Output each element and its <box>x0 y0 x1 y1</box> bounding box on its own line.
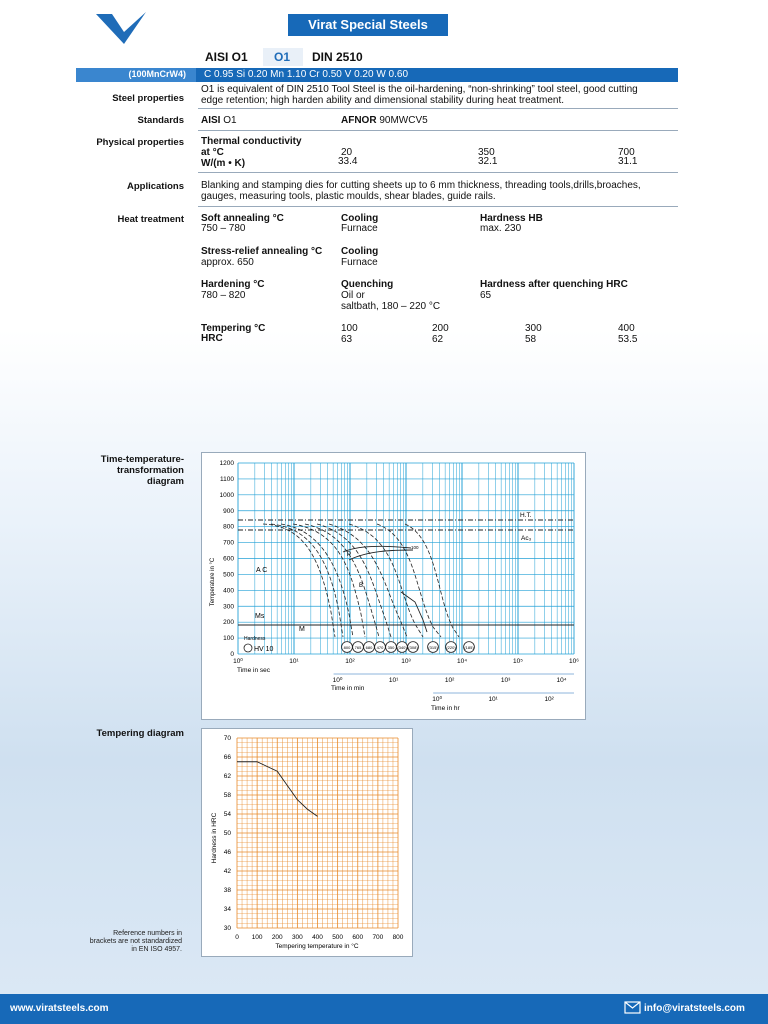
ttt-sec-tick: 10⁰ <box>233 658 243 665</box>
value-20: 33.4 <box>338 156 358 167</box>
tempering-ylabel: Hardness in HRC <box>211 812 218 864</box>
ttt-min-tick: 10¹ <box>388 677 399 684</box>
cooling-value: Furnace <box>341 223 378 234</box>
hardness-hb-head: Hardness HB <box>480 213 543 224</box>
ttt-hr-tick: 10² <box>544 696 554 703</box>
ttt-ytick-label: 100 <box>223 635 234 643</box>
grade-code: (100MnCrW4) <box>128 69 186 79</box>
ttt-sec-tick: 10¹ <box>289 658 299 665</box>
ms-label: Ms <box>255 613 265 620</box>
ttt-hardness-value: 470 <box>376 645 384 650</box>
ttt-sec-tick: 10⁶ <box>569 658 579 665</box>
value-350: 32.1 <box>478 156 498 167</box>
temp-xtick-label: 500 <box>332 934 344 941</box>
ttt-hardness-value: (308) <box>408 645 418 650</box>
hardness-quench-head: Hardness after quenching HRC <box>480 279 628 290</box>
heat-treatment-label: Heat treatment <box>117 214 184 225</box>
footnote-1: Reference numbers in <box>113 930 182 937</box>
hrc-63: 63 <box>341 334 353 345</box>
afnor-label: AFNOR <box>341 115 377 126</box>
ttt-hr-tick: 10¹ <box>488 696 498 703</box>
ttt-label-1: Time-temperature- <box>100 454 184 465</box>
sec-axis-label: Time in sec <box>237 667 270 674</box>
ttt-ytick-label: 200 <box>223 619 234 627</box>
ttt-ytick-label: 900 <box>223 507 234 515</box>
soft-annealing-value: 750 – 780 <box>201 223 246 234</box>
ttt-label-2: transformation <box>116 465 184 476</box>
footer-bar <box>0 994 768 1024</box>
hardening-head: Hardening °C <box>201 279 265 290</box>
aisi-label: AISI <box>201 115 221 126</box>
temp-ytick-label: 34 <box>223 906 231 913</box>
physical-label: Physical properties <box>96 137 184 148</box>
aisi-value: O1 <box>223 115 237 126</box>
ttt-ytick-label: 700 <box>223 539 234 547</box>
standards-label: Standards <box>137 115 184 126</box>
ttt-ytick-label: 1000 <box>219 491 234 499</box>
stress-relief-head: Stress-relief annealing °C <box>201 246 323 257</box>
m-label: M <box>299 626 305 633</box>
temp-xtick-label: 800 <box>392 934 404 941</box>
quenching-value1: Oil or <box>341 290 365 301</box>
temp-ytick-label: 62 <box>223 773 231 780</box>
virat-logo <box>94 10 152 46</box>
ttt-min-tick: 10² <box>444 677 455 684</box>
ttt-ytick-label: 1100 <box>220 475 234 483</box>
ttt-hardness-value: (185) <box>464 645 474 650</box>
temp-ytick-label: 66 <box>223 754 231 761</box>
min-axis-label: Time in min <box>331 685 365 692</box>
cooling2-head: Cooling <box>341 246 379 257</box>
hrc-head: HRC <box>201 333 223 344</box>
quenching-head: Quenching <box>341 279 394 290</box>
ttt-ytick-label: 600 <box>223 555 234 563</box>
hv-label: HV 10 <box>254 646 274 653</box>
ttt-chart <box>201 452 585 720</box>
ac3-label: Ac₃ <box>521 535 532 542</box>
temper-300: 300 <box>525 323 542 334</box>
temp-350: 350 <box>478 147 495 158</box>
ttt-hardness-value: 800 <box>343 645 351 650</box>
steel-properties-label: Steel properties <box>112 93 184 104</box>
afnor-value: 90MWCV5 <box>379 115 428 126</box>
temp-xtick-label: 400 <box>312 934 323 941</box>
ac-label: A C <box>256 567 268 574</box>
temp-20: 20 <box>341 147 353 158</box>
ttt-ytick-label: 0 <box>230 651 234 658</box>
temper-200: 200 <box>432 323 449 334</box>
steel-properties-line2: edge retention; high harden ability and dimensional stability during heat treatment. <box>201 95 565 106</box>
hr-axis-label: Time in hr <box>431 705 460 712</box>
ttt-hr-tick: 10⁰ <box>432 696 443 703</box>
ttt-hardness-value: 680 <box>365 645 373 650</box>
applications-line1: Blanking and stamping dies for cutting sheets up to 6 mm thickness, threading tools,drills,broaches, <box>201 180 641 191</box>
quenching-value2: saltbath, 180 – 220 °C <box>341 301 441 312</box>
p-label: P <box>347 552 352 558</box>
ttt-sec-tick: 10⁵ <box>513 658 523 665</box>
din-title: DIN 2510 <box>312 50 363 64</box>
ttt-ytick-label: 1200 <box>219 460 234 467</box>
applications-label: Applications <box>126 181 184 192</box>
temp-ytick-label: 42 <box>223 868 231 875</box>
temp-ytick-label: 46 <box>223 849 231 856</box>
hardness-quench-value: 65 <box>480 290 492 301</box>
ttt-label-3: diagram <box>147 476 184 487</box>
ttt-min-tick: 10⁰ <box>332 677 343 684</box>
temp-xtick-label: 600 <box>352 934 364 941</box>
steel-properties-line1: O1 is equivalent of DIN 2510 Tool Steel is the oil-hardening, “non-shrinking” tool steel, good cutting <box>201 84 638 95</box>
mail-icon <box>624 1000 642 1016</box>
brand-banner <box>288 14 448 36</box>
ttt-min-tick: 10³ <box>500 677 511 684</box>
at-c-head: at °C <box>201 147 224 158</box>
grade-title: AISI O1 <box>205 50 248 64</box>
value-700: 31.1 <box>618 156 638 167</box>
footnote-2: brackets are not standardized <box>89 938 182 945</box>
ttt-ytick-label: 500 <box>223 571 234 579</box>
ttt-sec-tick: 10² <box>345 658 355 665</box>
temper-100: 100 <box>341 323 358 334</box>
tempering-head: Tempering °C <box>201 323 266 334</box>
wmk-head: W/(m • K) <box>201 158 246 169</box>
hardness-label: Hardness <box>244 636 266 642</box>
temp-xtick-label: 100 <box>251 934 263 941</box>
hrc-62: 62 <box>432 334 444 345</box>
cooling-head: Cooling <box>341 213 379 224</box>
tempering-chart <box>201 728 413 957</box>
cooling2-value: Furnace <box>341 257 378 268</box>
ttt-sec-tick: 10³ <box>401 658 411 665</box>
temp-xtick-label: 0 <box>235 934 239 941</box>
soft-annealing-head: Soft annealing °C <box>201 213 284 224</box>
tempering-diagram-label: Tempering diagram <box>96 728 184 739</box>
ttt-hardness-value: (340) <box>397 645 407 650</box>
ttt-hardness-value: (220) <box>446 645 456 650</box>
temp-xtick-label: 700 <box>372 934 384 941</box>
temp-ytick-label: 50 <box>223 830 231 837</box>
hardness-hb-value: max. 230 <box>480 223 522 234</box>
ttt-hardness-value: 765 <box>354 645 362 650</box>
thermal-conductivity-head: Thermal conductivity <box>201 136 302 147</box>
brand-title: Virat Special Steels <box>308 17 428 32</box>
applications-line2: gauges, measuring tools, plastic moulds, shear blades, guide rails. <box>201 191 496 202</box>
ttt-sec-tick: 10⁴ <box>456 658 468 665</box>
ht-label: H.T. <box>520 512 532 519</box>
website-link[interactable]: www.viratsteels.com <box>10 1003 109 1014</box>
temp-ytick-label: 58 <box>223 792 231 799</box>
ttt-ytick-label: 400 <box>223 587 234 595</box>
temp-ytick-label: 70 <box>223 735 231 742</box>
temp-ytick-label: 30 <box>223 925 231 932</box>
temper-400: 400 <box>618 323 635 334</box>
tempering-xlabel: Tempering temperature in °C <box>275 943 359 950</box>
hrc-53-5: 53.5 <box>618 334 638 345</box>
email-link[interactable]: info@viratsteels.com <box>644 1003 745 1014</box>
grade-short: O1 <box>274 50 291 64</box>
ttt-hardness-value: 350 <box>387 645 395 650</box>
ttt-ytick-label: 300 <box>223 603 234 611</box>
ttt-min-tick: 10⁴ <box>556 677 567 684</box>
ttt-ytick-label: 800 <box>223 523 234 531</box>
hardening-value: 780 – 820 <box>201 290 246 301</box>
ttt-hardness-value: (315) <box>428 645 438 650</box>
temp-xtick-label: 200 <box>271 934 283 941</box>
ttt-ylabel: Temperature in °C <box>210 557 216 607</box>
footnote-3: in EN ISO 4957. <box>131 946 182 953</box>
temp-700: 700 <box>618 147 635 158</box>
pct-label: 100 <box>411 545 419 550</box>
hrc-58: 58 <box>525 334 537 345</box>
composition-text: C 0.95 Si 0.20 Mn 1.10 Cr 0.50 V 0.20 W 0.60 <box>204 69 409 80</box>
temp-ytick-label: 38 <box>223 887 231 894</box>
stress-relief-value: approx. 650 <box>201 257 254 268</box>
temp-ytick-label: 54 <box>223 811 231 818</box>
temp-xtick-label: 300 <box>291 934 303 941</box>
b-label: B <box>359 583 364 589</box>
